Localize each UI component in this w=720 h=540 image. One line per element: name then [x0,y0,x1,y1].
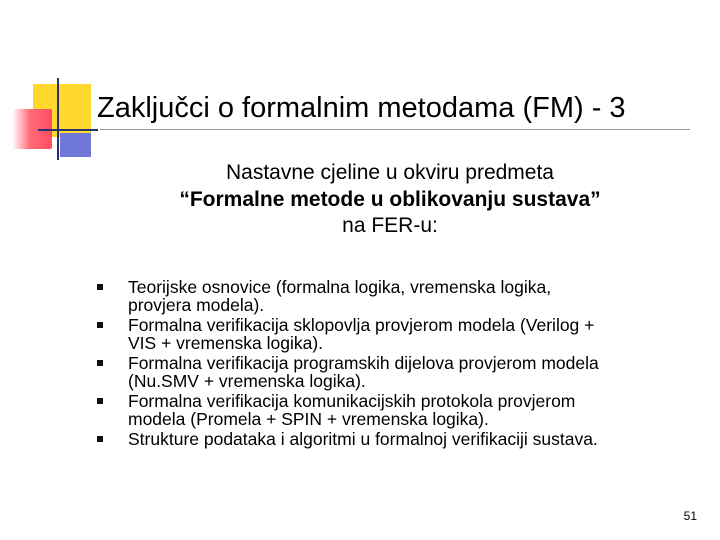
page-number: 51 [683,509,697,523]
list-item [90,355,690,390]
list-item-line: Formalna verifikacija komunikacijskih protokola provjerom [128,391,576,411]
list-item-line: Formalna verifikacija programskih dijelova provjerom modela [128,353,599,373]
square-bullet-icon [97,322,103,328]
square-bullet-icon [97,398,103,404]
decor-horizontal-line [38,129,98,131]
square-bullet-icon [97,436,103,442]
list-item-line: (Nu.SMV + vremenska logika). [128,370,366,391]
bullet-list [90,279,690,452]
slide-subtitle [60,160,720,240]
decor-blue-square [60,133,91,157]
title-underline [100,129,690,130]
subtitle-line-1: Nastavne cjeline u okviru predmeta [225,161,554,184]
list-item-line: Teorijske osnovice (formalna logika, vremenska logika, [128,277,552,297]
list-item [90,431,690,449]
list-item-line: modela (Promela + SPIN + vremenska logika). [128,408,489,429]
list-item-line: provjera modela). [128,294,265,315]
decor-vertical-line [57,78,59,160]
square-bullet-icon [97,360,103,366]
list-item-line: Formalna verifikacija sklopovlja provjerom modela (Verilog + [128,315,595,335]
slide-title: Zaključci o formalnim metodama (FM) - 3 [97,92,626,124]
list-item-line: Strukture podataka i algoritmi u formalnoj verifikaciji sustava. [128,429,598,449]
list-item [90,317,690,352]
list-item [90,393,690,428]
square-bullet-icon [97,284,103,290]
subtitle-line-3: na FER-u: [342,214,438,238]
list-item [90,279,690,314]
list-item-line: VIS + vremenska logika). [128,332,324,353]
subtitle-line-2: “Formalne metode u oblikovanju sustava” [179,187,601,211]
